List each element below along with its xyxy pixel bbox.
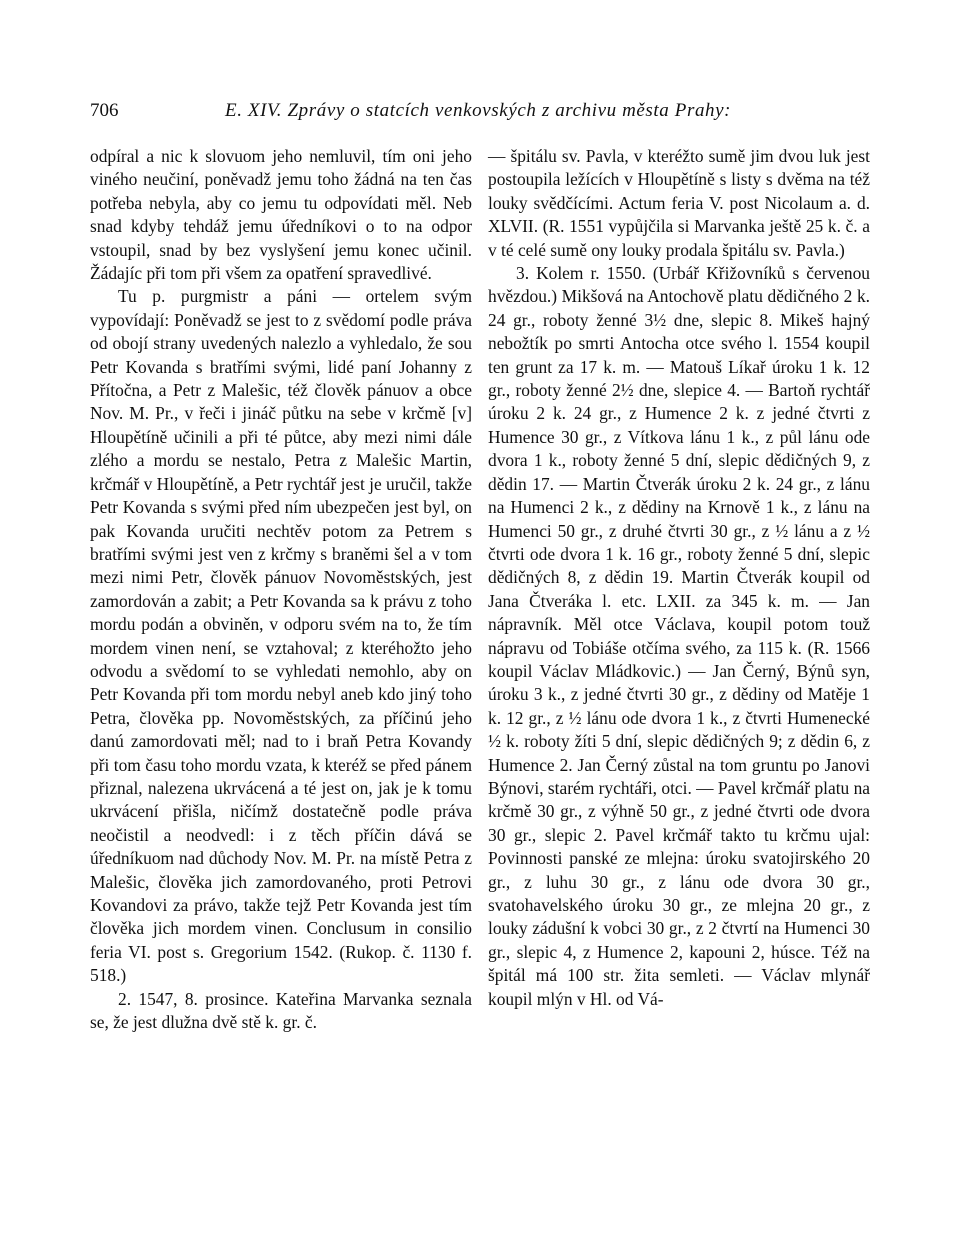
page-header: [90, 100, 870, 128]
page-number: 706: [90, 100, 119, 121]
left-paragraph-3: 2. 1547, 8. prosince. Kateřina Marvanka seznala se, že jest dlužna dvě stě k. gr. č.: [90, 988, 472, 1033]
right-paragraph-2: 3. Kolem r. 1550. (Urbář Křižovníků s červenou hvězdou.) Mikšová na Antochově platu dědičného 2 k. 24 gr., roboty ženné 3½ dne, slepic 8. Mikeš hajný nebožtík po smrti Antocha otce svého l. 1554 koupil ten grunt za 17 k. m. — Matouš Líkař úroku 1 k. 12 gr., roboty ženné 2½ dne, slepice 4. — Bartoň rychtář úroku 2 k. 24 gr., z Humence 2 k. z jedné čtvrti z Humence 30 gr., z Vítkova lánu 1 k., z půl lánu ode dvora 1 k., roboty ženné 5 dní, slepic dědičných 9, z dědin 17. — Martin Čtverák úroku 2 k. 24 gr., z lánu na Humenci 2 k., z dědiny na Krnově 1 k., z lánu na Humenci 50 gr., z druhé čtvrti 30 gr., z ½ lánu a z ½ čtvrti ode dvora 1 k. 16 gr., roboty ženné 5 dní, slepic dědičných 8, z dědin 19. Martin Čtverák koupil od Jana Čtveráka l. etc. LXII. za 345 k. m. — Jan nápravník. Měl otce Václava, koupil potom touž nápravu od Tobiáše otčíma svého, za 115 k. (R. 1566 koupil Václav Mládkovic.) — Jan Černý, Býnů syn, úroku 3 k., z jedné čtvrti 30 gr., z dědiny od Matěje 1 k. 12 gr., z ½ lánu ode dvora 1 k., z čtvrti Humenecké ½ k. roboty žíti 5 dní, slepic dědičných 9; z dědin 6, z Humence 2. Jan Černý zůstal na tom gruntu po Janovi Býnovi, starém rychtáři, otci. — Pavel krčmář platu na krčmě 30 gr., z výhně 50 gr., z jedné čtvrti ode dvora 30 gr., slepic 2. Pavel krčmář takto tu krčmu ujal: Povinnosti panské ze mlejna: úroku svatojirského 20 gr., z luhu 30 gr., z lánu ode dvora 30 gr., svatohavelského úroku 30 gr., ze mlejna 20 gr., z louky zádušní k vobci 30 gr., z 2 čtvrtí na Humenci 30 gr., slepic 4, z Humence 2, kapouni 2, húsce. Též na špitál má 100 str. žita semleti. — Václav mlynář koupil mlýn v Hl. od Vá-: [488, 263, 870, 1009]
right-paragraph-1: — špitálu sv. Pavla, v kteréžto sumě jim dvou luk jest postoupila ležících v Hloupětíně s listy s dvěma na též louky svědčícími. Actum feria V. post Nicolaum a. d. XLVII. (R. 1551 vypůjčila si Marvanka ještě 25 k. č. a v té celé sumě ony louky prodala špitálu sv. Pavla.): [488, 146, 870, 260]
running-title: E. XIV. Zprávy o statcích venkovských z archivu města Prahy:: [225, 100, 732, 121]
right-column: [488, 145, 870, 1011]
left-paragraph-2: Tu p. purgmistr a páni — ortelem svým vypovídají: Poněvadž se jest to z svědomí podle práva od obojí strany uvedených nalezlo a vyhledalo, že sou Petr Kovanda s bratřími svými, lidé paní Johanny z Přítočna, a Petr z Malešic, též člověk pánuov a obce Nov. M. Pr., v řeči i jináč půtku na sebe v krčmě [v] Hloupětíně učinili a při té půtce, aby mezi nimi dále zlého a mordu se nestalo, Petra z Malešic Martin, krčmář v Hloupětíně, a Petr rychtář jest je uručil, takže Petr Kovanda s svými před ním ubezpečen jest byl, on pak Kovanda uručiti nechtěv potom za Petrem s bratřími svými jest ven z krčmy s braněmi šel a v tom mezi nimi Petr, člověk pánuov Novoměstských, jest zamordován a zabit; a Petr Kovanda sa k právu z toho mordu podán a obviněn, v odporu svém na to, že tím mordem vinen není, se vztahoval; z kteréhožto jeho odvodu a svědomí to se vyhledati nemohlo, aby on Petr Kovanda při tom mordu nebyl aneb kdo jiný toho Petra, člověka pp. Novoměstských, za příčinú jeho danú zamordovati měl; nad to i braň Petra Kovandy při tom času toho mordu vzata, k kteréž se před pánem přiznal, nalezena ukrvácená a té jest on, jak je k tomu ukrvácení přišla, ničímž dostatečně podle práva neočistil a neodvedl: i z těch příčin dává se úředníkuom nad důchody Nov. M. Pr. na místě Petra z Malešic, člověka jich zamordovaného, proti Petrovi Kovandovi za právo, takže tejž Petr Kovanda jest tím člověka jich mordem vinen. Conclusum in consilio feria VI. post s. Gregorium 1542. (Rukop. č. 1130 f. 518.): [90, 286, 472, 986]
left-column: [90, 145, 472, 1034]
left-paragraph-1: odpíral a nic k slovuom jeho nemluvil, tím oni jeho viného neučiní, poněvadž jemu toho žádná na ten čas potřeba nebyla, aby co jemu tu odpovídati měl. Neb snad kdyby tehdáž jemu úředníkovi o to na odpor vstoupil, snad by bez vyslyšení jemu konec učinil. Žádajíc při tom při všem za opatření spravedlivé.: [90, 146, 472, 284]
